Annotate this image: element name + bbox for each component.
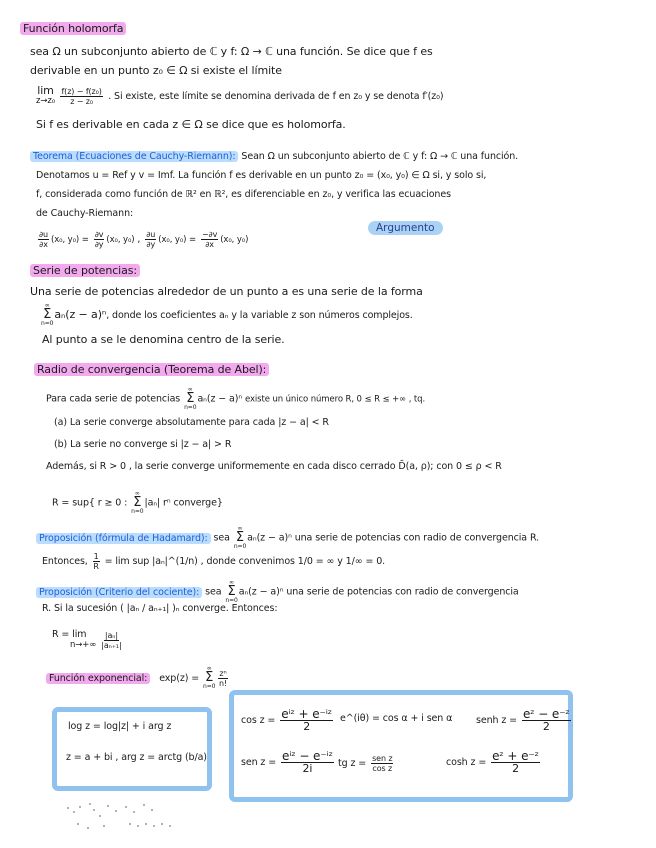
cr-line-3: f, considerada como función de ℝ² en ℝ², es diferenciable en z₀, y verifica las ecuaciones xyxy=(36,189,451,200)
abel-sup-formula: R = sup{ r ≥ 0 : ∞ Σ n=0 |aₙ| rⁿ converge} xyxy=(52,490,223,515)
abel-line-1: Para cada serie de potencias ∞ Σ n=0 aₙ(z − a)ⁿ existe un único número R, 0 ≤ R ≤ +∞ , tq. xyxy=(46,386,426,411)
series-line-1: Una serie de potencias alrededor de un punto a es una serie de la forma xyxy=(30,285,423,298)
tg-formula: tg z = $\frac{\text{sen z}}{\text{cos z}}$ xyxy=(338,754,393,773)
log-formula: log z = log|z| + i arg z xyxy=(68,721,172,732)
holo-line-2: derivable en un punto z₀ ∈ Ω si existe el límite xyxy=(30,64,282,77)
holo-limit-line: lim z→z₀ $\frac{\text{f(z) − f(z₀)}}{\text{z − z₀}}$ . Si existe, este límite se denomina derivada de f en z₀ y se denota f′(z₀) xyxy=(36,84,444,106)
arg-formula: z = a + bi , arg z = arctg (b/a) xyxy=(66,752,207,763)
series-line-3: Al punto a se le denomina centro de la serie. xyxy=(42,333,285,346)
section-title-exponencial: Función exponencial: xyxy=(46,673,150,684)
section-title-series: Serie de potencias: xyxy=(30,264,140,278)
abel-item-b: (b) La serie no converge si |z − a| > R xyxy=(54,439,232,450)
cr-line-4: de Cauchy-Riemann: xyxy=(36,208,134,219)
derivative-fraction: $\frac{\text{f(z) − f(z₀)}}{\text{z − z₀}}$ xyxy=(61,86,102,106)
expo-line: Función exponencial: exp(z) = ∞ Σ n=0 $\frac{\text{zⁿ}}{n!}$ xyxy=(46,666,230,690)
section-title-cauchy-riemann: Teorema (Ecuaciones de Cauchy-Riemann): xyxy=(30,151,238,162)
holo-line-4: Si f es derivable en cada z ∈ Ω se dice que es holomorfa. xyxy=(36,118,346,131)
section-title-hadamard: Proposición (fórmula de Hadamard): xyxy=(36,533,211,544)
sen-formula: sen z = $\frac{\text{eⁱᶻ − e⁻ⁱᶻ}}{2i}$ xyxy=(241,749,333,775)
section-title-holomorfa: Función holomorfa xyxy=(20,22,126,36)
log-arg-box xyxy=(52,707,212,791)
section-title-cociente: Proposición (Criterio del cociente): xyxy=(36,587,202,598)
faint-scribble xyxy=(60,798,190,838)
sum-symbol: ∞ Σ n=0 xyxy=(41,302,54,327)
cociente-line-1: Proposición (Criterio del cociente): sea ∞ Σ n=0 aₙ(z − a)ⁿ una serie de potencias con radio de convergencia xyxy=(36,580,519,604)
hadamard-line-1: Proposición (fórmula de Hadamard): sea ∞ Σ n=0 aₙ(z − a)ⁿ una serie de potencias con radio de convergencia R. xyxy=(36,526,539,550)
cosh-formula: cosh z = $\frac{\text{eᶻ + e⁻ᶻ}}{2}$ xyxy=(446,749,539,775)
abel-item-a: (a) La serie converge absolutamente para cada |z − a| < R xyxy=(54,417,329,428)
holo-line-1: sea Ω un subconjunto abierto de ℂ y f: Ω → ℂ una función. Se dice que f es xyxy=(30,45,433,58)
lim-word: lim z→z₀ xyxy=(36,84,56,106)
abel-line-4: Además, si R > 0 , la serie converge uniformemente en cada disco cerrado D̄(a, ρ); con 0 ≤ ρ < R xyxy=(46,461,502,472)
hadamard-line-2: Entonces, $\frac{1}{R}$ = lim sup |aₙ|^(1/n) , donde convenimos 1/0 = ∞ y 1/∞ = 0. xyxy=(42,552,386,571)
cociente-line-2: R. Si la sucesión ( |aₙ / aₙ₊₁| )ₙ converge. Entonces: xyxy=(42,603,278,614)
series-line-2: ∞ Σ n=0 aₙ(z − a)ⁿ, donde los coeficientes aₙ y la variable z son números complejos. xyxy=(41,302,413,327)
cr-equations: $\frac{\partial u}{\partial x}$ (x₀, y₀) = $\frac{\partial v}{\partial y}$ (x₀, y₀) , $\frac{\partial u}{\partial y}$ (x₀, y₀) = $\frac{-\partial v}{\partial x}$ (x₀, y₀) xyxy=(39,230,249,249)
senh-formula: senh z = $\frac{\text{eᶻ − e⁻ᶻ}}{2}$ xyxy=(476,707,570,733)
cos-formula: cos z = $\frac{\text{eⁱᶻ + e⁻ⁱᶻ}}{2}$ xyxy=(241,707,333,733)
section-title-abel: Radio de convergencia (Teorema de Abel): xyxy=(34,363,269,377)
cociente-r-formula: R = lim n→+∞ $\frac{\text{|aₙ|}}{\text{|aₙ₊₁|}}$ xyxy=(52,629,122,650)
euler-formula: e^(iθ) = cos α + i sen α xyxy=(340,713,453,724)
cr-line-2: Denotamos u = Ref y v = Imf. La función f es derivable en un punto z₀ = (x₀, y₀) ∈ Ω si, y solo si, xyxy=(36,170,487,181)
argumento-badge: Argumento xyxy=(368,221,443,235)
cr-line-1: Teorema (Ecuaciones de Cauchy-Riemann): Sean Ω un subconjunto abierto de ℂ y f: Ω → ℂ una función. xyxy=(30,151,518,163)
